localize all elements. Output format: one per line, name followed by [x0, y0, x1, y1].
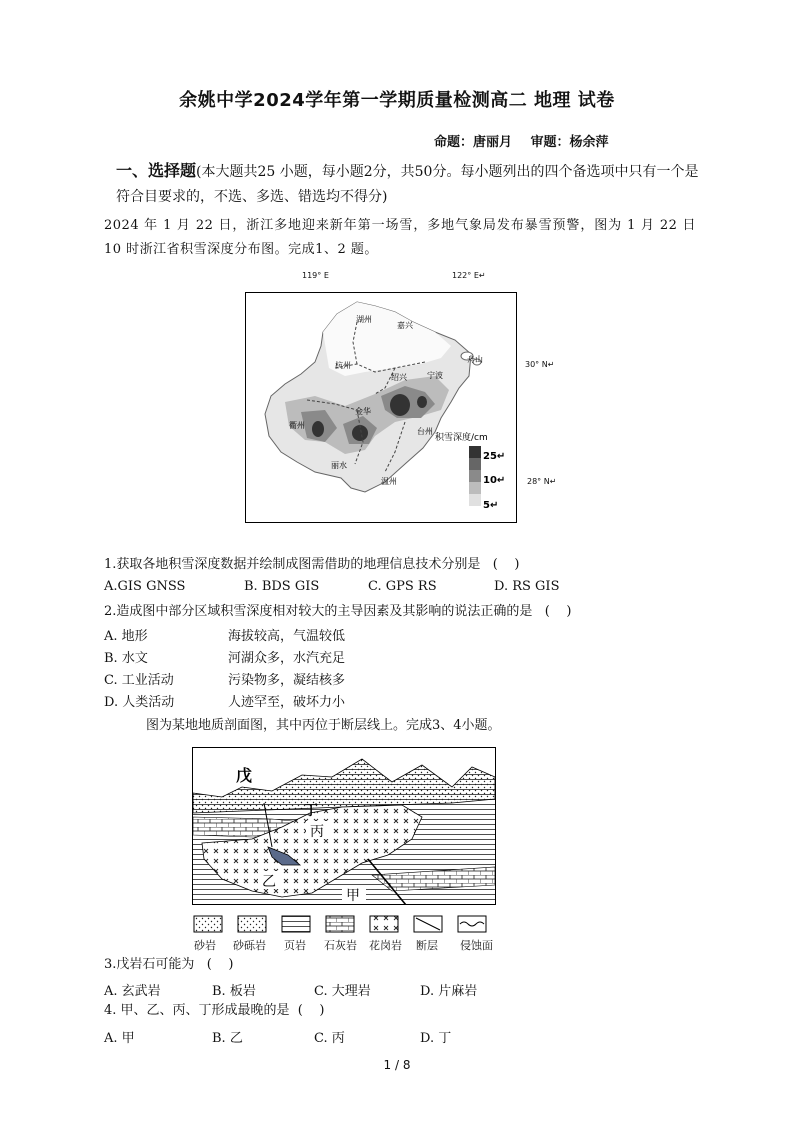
- q1-option-a: A.GIS GNSS: [104, 579, 186, 594]
- q3-option-c: C. 大理岩: [314, 984, 371, 999]
- section-heading: [116, 158, 706, 210]
- snow-depth-map: [245, 292, 517, 523]
- q3-option-b: B. 板岩: [212, 984, 256, 999]
- label-ding: 丁: [304, 803, 318, 819]
- q2-option-b-key: B. 水文: [104, 651, 148, 666]
- legend-fault: 断层: [416, 939, 438, 952]
- label-jia: 甲: [346, 888, 360, 904]
- legend-erosion-surface: 侵蚀面: [460, 939, 493, 952]
- legend-conglomerate: 砂砾岩: [233, 939, 266, 952]
- setter: 命题：唐丽月: [434, 135, 513, 150]
- q2-option-a: [104, 625, 345, 644]
- city-hangzhou: 杭州: [335, 361, 351, 370]
- q1-option-c: C. GPS RS: [368, 579, 437, 594]
- section-note: (本大题共25 小题，每小题2分，共50分。每小题列出的四个备选项中只有一个是符合目要求的，不选、多选、错选均不得分): [116, 164, 699, 205]
- question-4: 4. 甲、乙、丙、丁形成最晚的是 ( ): [104, 1003, 325, 1018]
- lat-label-30: 30° N↵: [525, 360, 555, 369]
- q4-option-d: D. 丁: [420, 1031, 452, 1046]
- reviewer: 审题：杨余萍: [530, 135, 609, 150]
- label-wu: 戊: [236, 766, 253, 785]
- lon-label-122: 122° E↵: [452, 271, 486, 280]
- legend-value-5: 5↵: [483, 500, 499, 511]
- q2-option-c-val: 污染物多，凝结核多: [228, 673, 346, 688]
- q4-option-b: B. 乙: [212, 1031, 243, 1046]
- city-wenzhou: 温州: [381, 477, 397, 486]
- q3-option-d: D. 片麻岩: [420, 984, 478, 999]
- legend-sandstone: 砂岩: [194, 939, 216, 952]
- q2-option-c-key: C. 工业活动: [104, 673, 174, 688]
- legend-value-25: 25↵: [483, 451, 506, 462]
- q1-option-b: B. BDS GIS: [244, 579, 320, 594]
- q2-option-c: [104, 669, 345, 688]
- q3-option-a: A. 玄武岩: [104, 984, 161, 999]
- section-title: 一、选择题: [116, 161, 197, 180]
- question-4-options: [104, 1027, 451, 1046]
- legend-shale: 页岩: [284, 939, 306, 952]
- city-ningbo: 宁波: [427, 371, 443, 380]
- q2-option-a-key: A. 地形: [104, 629, 148, 644]
- intro-paragraph-2: 图为某地地质剖面图，其中丙位于断层线上。完成3、4小题。: [146, 718, 501, 733]
- q2-option-d: [104, 691, 345, 710]
- city-huzhou: 湖州: [356, 315, 372, 324]
- city-quzhou: 衢州: [289, 421, 305, 430]
- question-3-options: [104, 980, 477, 999]
- geologic-section: [192, 747, 496, 905]
- page-number: 1 / 8: [383, 1058, 411, 1072]
- city-jinhua: 金华: [355, 407, 371, 416]
- q4-option-a: A. 甲: [104, 1031, 135, 1046]
- q2-option-a-val: 海拔较高，气温较低: [228, 629, 346, 644]
- q2-option-b-val: 河湖众多，水汽充足: [228, 651, 346, 666]
- q2-option-d-val: 人迹罕至，破坏力小: [228, 695, 346, 710]
- question-1-options: [104, 579, 559, 594]
- city-taizhou: 台州: [417, 427, 433, 436]
- q1-option-d: D. RS GIS: [494, 579, 560, 594]
- city-zhoushan: 舟山: [467, 355, 483, 364]
- city-shaoxing: 绍兴: [391, 373, 407, 382]
- authors: [434, 131, 623, 150]
- lat-label-28: 28° N↵: [527, 477, 557, 486]
- label-yi: 乙: [262, 874, 276, 890]
- q2-option-b: [104, 647, 345, 666]
- question-2: 2.造成图中部分区域积雪深度相对较大的主导因素及其影响的说法正确的是 ( ): [104, 604, 572, 619]
- city-lishui: 丽水: [331, 461, 347, 470]
- question-3: 3.戊岩石可能为 ( ): [104, 957, 234, 972]
- legend-title: 积雪深度/cm: [435, 433, 488, 443]
- legend-granite: 花岗岩: [369, 939, 402, 952]
- intro-paragraph-1: 2024 年 1 月 22 日，浙江多地迎来新年第一场雪，多地气象局发布暴雪预警，图为 1 月 22 日 10 时浙江省积雪深度分布图。完成1、2 题。: [104, 218, 696, 257]
- lon-label-119: 119° E: [302, 271, 329, 280]
- q2-option-d-key: D. 人类活动: [104, 695, 175, 710]
- legend-limestone: 石灰岩: [324, 939, 357, 952]
- question-1: 1.获取各地积雪深度数据并绘制成图需借助的地理信息技术分别是 ( ): [104, 557, 520, 572]
- q4-option-c: C. 丙: [314, 1031, 345, 1046]
- geology-legend-swatches: [192, 914, 502, 936]
- label-bing: 丙: [310, 824, 324, 840]
- legend-value-10: 10↵: [483, 475, 506, 486]
- exam-title: 余姚中学2024学年第一学期质量检测高二 地理 试卷: [179, 90, 615, 111]
- city-jiaxing: 嘉兴: [397, 321, 413, 330]
